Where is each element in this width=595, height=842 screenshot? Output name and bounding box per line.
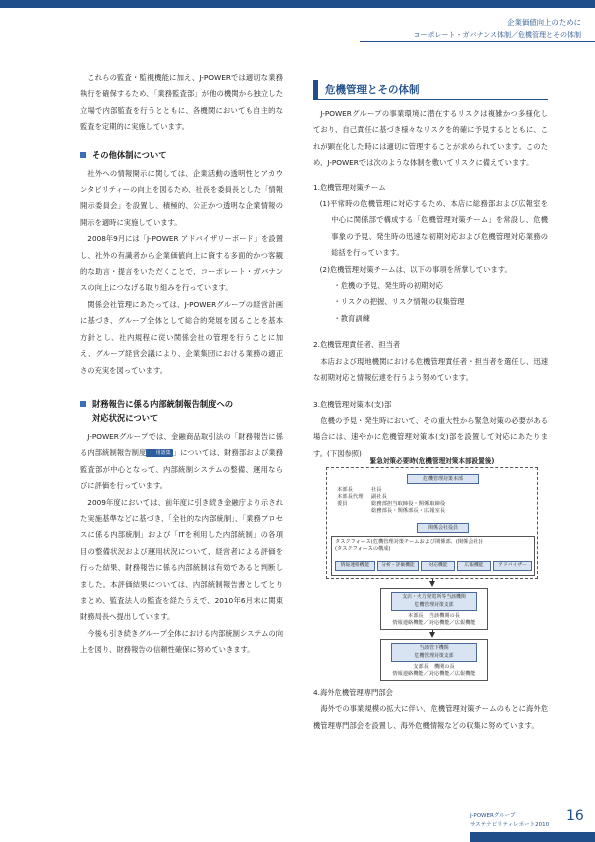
heading-overseas: 4.海外危機管理専門部会 xyxy=(313,688,393,697)
square-bullet-icon xyxy=(80,401,86,407)
crisis-officer-para: 本店および現地機関における危機管理責任者・担当者を選任し、迅速な初期対応と情報伝達を行うよう努めています。 xyxy=(313,356,548,383)
sec2-para-1: J-POWERグループでは、金融商品取引法の「財務報告に係る内部統制報告制度 用語集 」については、財務部および業務監査部が中心となって、内部統制システムの整備、運用ならびに評価を行っています。 xyxy=(80,431,283,491)
glossary-tag[interactable]: 用語集 xyxy=(146,449,172,457)
header-category: 企業価値向上のために xyxy=(507,18,581,27)
role-row: 本部長 社長 xyxy=(337,487,382,493)
footer-bar xyxy=(470,832,595,842)
crisis-team-bullet-1: ・危機の予見、発生時の初期対応 xyxy=(333,281,443,291)
header-section: コーポレート・ガバナンス体制／危機管理とその体制 xyxy=(413,31,581,39)
function-box: 分析・評価機能 xyxy=(377,561,419,571)
square-bullet-icon xyxy=(80,152,86,158)
footer-brand: J-POWERグループ xyxy=(470,813,516,819)
crisis-org-diagram xyxy=(318,455,546,680)
role-row: 本部長代理 副社長 xyxy=(337,494,387,500)
role-row: 委員 総務部担当取締役・関係取締役 xyxy=(337,501,446,507)
branch-office-box: 支店・火力発電所等当該機関 危機管理対策支部 本部長 当該機関の長 情報連絡機能／対応機能／広報機能 xyxy=(380,588,488,630)
right-column xyxy=(313,100,548,462)
left-intro: これらの監査・監視機能に加え、J-POWERでは適切な業務執行を確保するため、「業務監査部」が他の機関から独立した立場で内部監査を行うとともに、各機関においても自主的な監査を定期的に実施しています。 xyxy=(80,73,283,132)
crisis-hq-para: 危機の予見・発生時において、その重大性から緊急対策の必要がある場合には、速やかに危機管理対策本(支)部を設置して対応にあたります。(下図参照) xyxy=(313,415,548,458)
arrow-down-icon xyxy=(429,632,435,638)
arrow-down-icon xyxy=(429,581,435,587)
crisis-team-bullet-2: ・リスクの把握、リスク情報の収集管理 xyxy=(333,297,465,307)
overseas-section xyxy=(313,685,548,734)
crisis-management-title: 危機管理とその体制 xyxy=(313,80,548,100)
sec1-para-2: 2008年9月には「J-POWER アドバイザリーボード」を設置し、社外の有識者から企業価値向上に資する多面的かつ客観的な助言・提言をいただくことで、コーポレート・ガバナンスの向上につなげる取り組みを行っています。 xyxy=(80,234,283,293)
function-box: 広報機能 xyxy=(457,561,491,571)
diagram-title: 緊急対策必要時(危機管理対策本部設置後) xyxy=(369,457,495,465)
role-row: 総務部長・関係部長・広報室長 xyxy=(371,508,446,514)
heading-crisis-hq: 3.危機管理対策本(支)部 xyxy=(313,399,392,409)
sec1-para-3: 関係会社管理にあたっては、J-POWERグループの経営計画に基づき、グループ全体として総合的発展を図ることを基本方針とし、社内規程に従い関係会社の管理を行うことに加え、グループ経営会議により、企業集団における業務の適正さの充実を図っています。 xyxy=(80,299,283,375)
hq-box: 危機管理対策本部 xyxy=(407,474,479,484)
crisis-team-item-1: (1)平常時の危機管理に対応するため、本店に総務部および広報室を中心に関係部で構成する「危機管理対策チーム」を常設し、危機事象の予見、発生時の迅速な初期対応および危機管理対応業務の総括を行っています。 xyxy=(319,199,548,258)
left-column xyxy=(80,70,283,659)
section-heading-internal-control: 財務報告に係る内部統制報告制度への 対応状況について xyxy=(80,397,283,425)
function-box: アドバイザー xyxy=(493,561,532,571)
footer-report-name: サステナビリティレポート2010 xyxy=(470,822,550,828)
function-box: 情報連絡機能 xyxy=(335,561,375,571)
sec1-para-1: 社外への情報開示に関しては、企業活動の透明性とアカウンタビリティーの向上を図るため、社長を委員長とした「情報開示委員会」を設置し、積極的、公正かつ透明な企業情報の開示を適時に実施しています。 xyxy=(80,168,283,227)
subordinate-office-box: 当該管下機関 危機管理対策支部 支部長 機関の長 情報連絡機能／対応機能／広報機能 xyxy=(380,639,488,681)
affiliate-officer-box: 関係会社役員 xyxy=(417,523,469,533)
page-number: 16 xyxy=(566,808,584,824)
heading-crisis-team: 1.危機管理対策チーム xyxy=(313,182,386,192)
crisis-team-bullet-3: ・教育訓練 xyxy=(333,313,370,323)
header-rule xyxy=(360,41,595,42)
section-heading-other: その他体制について xyxy=(80,148,283,162)
sec2-para-2: 2009年度においては、前年度に引き続き金融庁より示された実施基準などに基づき、「全社的な内部統制」、「業務プロセスに係る内部統制」および「ITを利用した内部統制」の各項目の整備状況および運用状況について、経営者による評価を行った結果、財務報告に係る内部統制は有効であると判断しました。本評価結果については、内部統制報告書としてとりまとめ、監査法人の監査を経たうえで、2010年6月末に関東財務局長へ提出しています。 xyxy=(80,497,283,622)
crisis-team-item-2: (2)危機管理対策チームは、以下の事項を所掌しています。 xyxy=(319,264,512,274)
heading-crisis-officer: 2.危機管理責任者、担当者 xyxy=(313,340,401,350)
right-intro: J-POWERグループの事業環境に潜在するリスクは複雑かつ多様化しており、自己責任に基づき様々なリスクを的確に予見するとともに、これが顕在化した時には適切に管理することが求められています。このため、J-POWERでは次のような体制を敷いてリスクに備えています。 xyxy=(313,109,548,168)
sec2-para-3: 今後も引き続きグループ全体における内部統制システムの向上を図り、財務報告の信頼性確保に努めていきます。 xyxy=(80,628,283,655)
header-bar xyxy=(0,0,595,8)
hq-dashed-frame xyxy=(326,467,538,579)
function-box: 対応機能 xyxy=(421,561,455,571)
taskforce-box: タスクフォース(危機管理対策チームおよび関係部、(関係会社)) (タスクフォースの構成) 情報連絡機能 分析・評価機能 対応機能 広報機能 アドバイザー xyxy=(331,536,535,576)
overseas-para: 海外での事業規模の拡大に伴い、危機管理対策チームのもとに海外危機管理専門部会を設置し、海外危機情報などの収集に努めています。 xyxy=(313,704,548,730)
